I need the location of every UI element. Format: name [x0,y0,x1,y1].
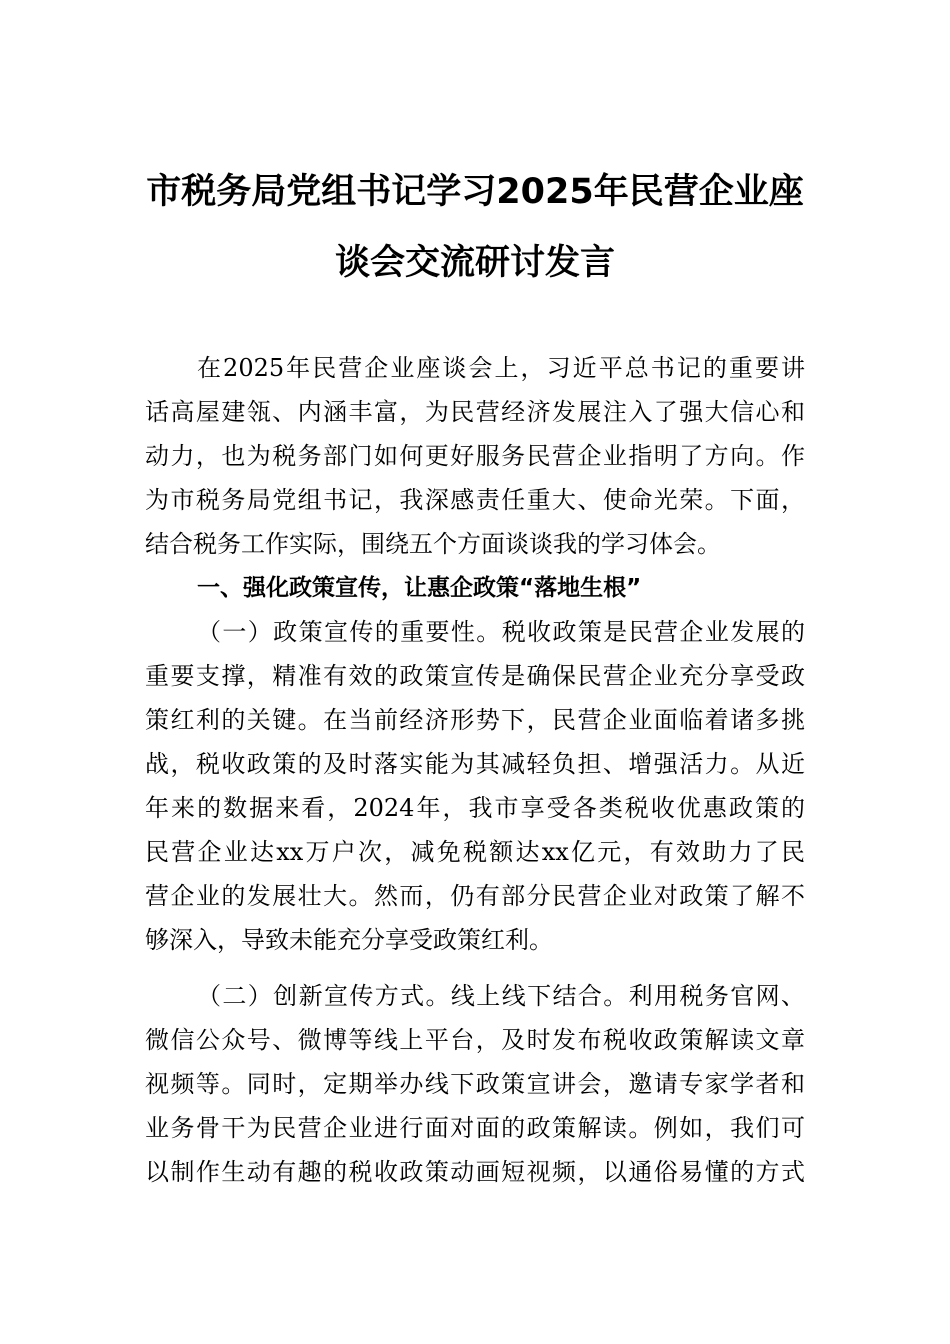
paragraph-line: 策红利的关键。在当前经济形势下，民营企业面临着诸多挑 [145,706,805,734]
paragraph-line: 够深入，导致未能充分享受政策红利。 [145,926,553,954]
intro-line: 在2025年民营企业座谈会上，习近平总书记的重要讲 [197,354,805,382]
paragraph-line: 微信公众号、微博等线上平台，及时发布税收政策解读文章 [145,1026,805,1054]
paragraph-line: （二）创新宣传方式。线上线下结合。利用税务官网、 [197,982,805,1010]
paragraph-line: 战，税收政策的及时落实能为其减轻负担、增强活力。从近 [145,750,805,778]
document-title-line-2: 谈会交流研讨发言 [334,243,615,283]
paragraph-line: 以制作生动有趣的税收政策动画短视频，以通俗易懂的方式 [145,1158,805,1186]
paragraph-line: 业务骨干为民营企业进行面对面的政策解读。例如，我们可 [145,1114,805,1142]
document-title-line-1: 市税务局党组书记学习2025年民营企业座 [146,172,804,212]
intro-line: 话高屋建瓴、内涵丰富，为民营经济发展注入了强大信心和 [145,398,805,426]
paragraph-line: 民营企业达xx万户次，减免税额达xx亿元，有效助力了民 [145,838,805,866]
section-heading: 一、强化政策宣传，让惠企政策“落地生根” [197,575,642,601]
intro-line: 为市税务局党组书记，我深感责任重大、使命光荣。下面， [145,486,805,514]
paragraph-line: （一）政策宣传的重要性。税收政策是民营企业发展的 [197,618,805,646]
paragraph-line: 视频等。同时，定期举办线下政策宣讲会，邀请专家学者和 [145,1070,805,1098]
paragraph-line: 营企业的发展壮大。然而，仍有部分民营企业对政策了解不 [145,882,805,910]
paragraph-line: 重要支撑，精准有效的政策宣传是确保民营企业充分享受政 [145,662,805,690]
intro-line: 动力，也为税务部门如何更好服务民营企业指明了方向。作 [145,442,805,470]
intro-line: 结合税务工作实际，围绕五个方面谈谈我的学习体会。 [145,530,721,558]
paragraph-line: 年来的数据来看，2024年，我市享受各类税收优惠政策的 [145,794,805,822]
